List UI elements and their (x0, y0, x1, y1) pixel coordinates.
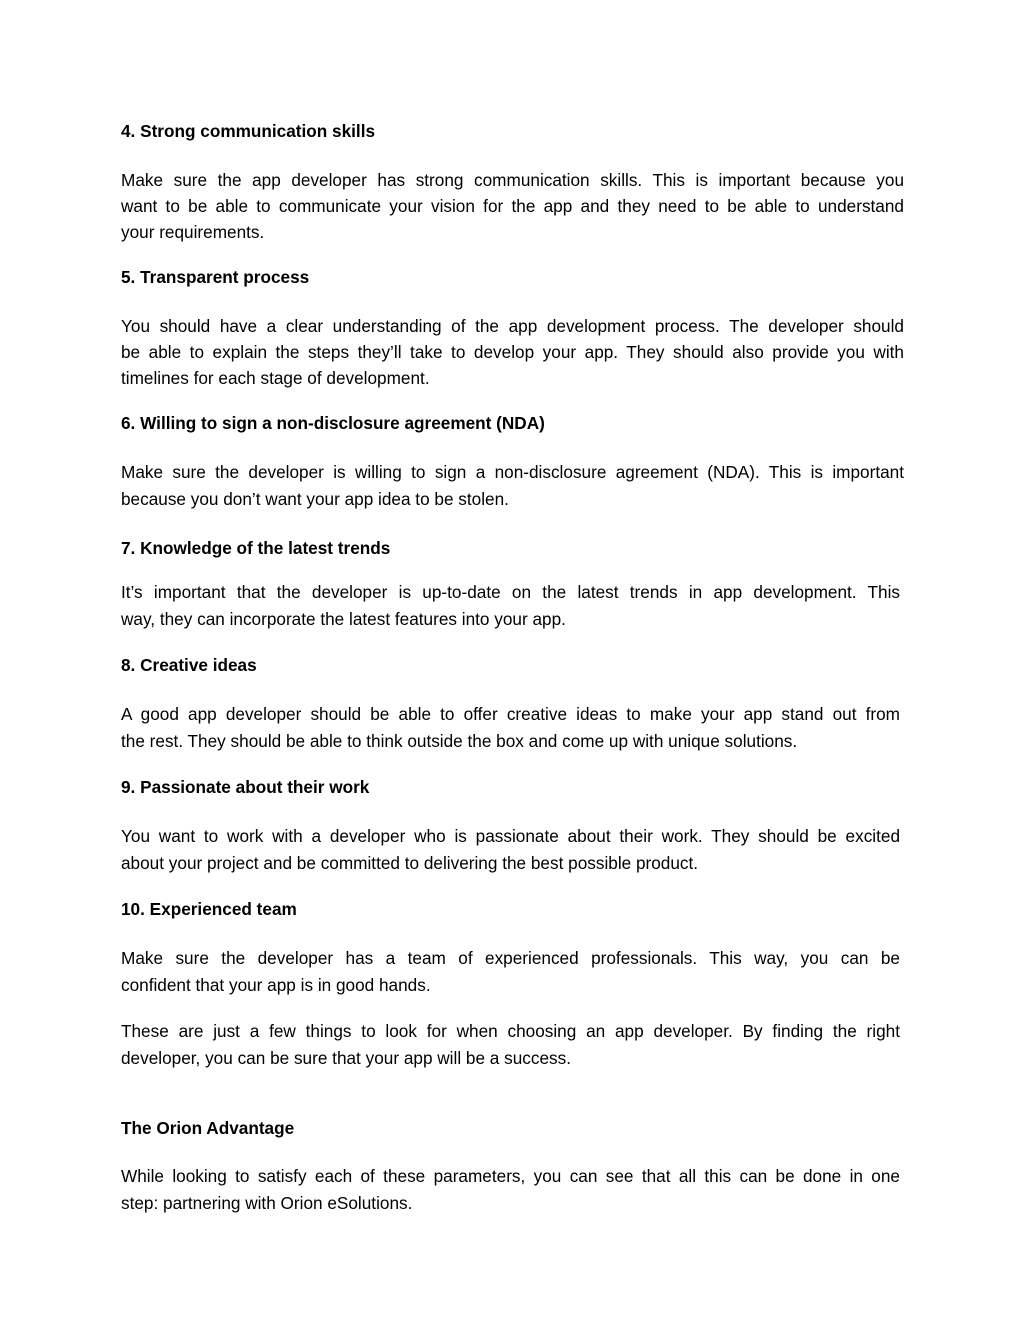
section-paragraph-transparent-process (121, 313, 904, 391)
paragraph-line: the rest. They should be able to think outside the box and come up with unique solutions. (121, 731, 798, 751)
paragraph-line: While looking to satisfy each of these parameters, you can see that all this can be done in one (121, 1166, 900, 1186)
summary-paragraph (121, 1018, 900, 1072)
section-paragraph-creative-ideas (121, 701, 900, 755)
paragraph-line: be able to explain the steps they’ll take to develop your app. They should also provide you with (121, 342, 904, 362)
paragraph-line: about your project and be committed to delivering the best possible product. (121, 853, 699, 873)
paragraph-line: your requirements. (121, 222, 265, 242)
orion-advantage-heading: The Orion Advantage (121, 1118, 295, 1138)
paragraph-line: because you don’t want your app idea to be stolen. (121, 489, 509, 509)
paragraph-line: developer, you can be sure that your app will be a success. (121, 1048, 572, 1068)
section-paragraph-experienced-team (121, 945, 900, 999)
section-heading-experienced-team: 10. Experienced team (121, 899, 297, 919)
paragraph-line: You want to work with a developer who is passionate about their work. They should be excited (121, 826, 900, 846)
section-heading-latest-trends: 7. Knowledge of the latest trends (121, 538, 391, 558)
paragraph-line: want to be able to communicate your vision for the app and they need to be able to understand (121, 196, 904, 216)
paragraph-line: step: partnering with Orion eSolutions. (121, 1193, 413, 1213)
section-heading-passionate: 9. Passionate about their work (121, 777, 370, 797)
section-heading-creative-ideas: 8. Creative ideas (121, 655, 257, 675)
paragraph-line: It’s important that the developer is up-to-date on the latest trends in app development. This (121, 582, 900, 602)
paragraph-line: Make sure the developer is willing to sign a non-disclosure agreement (NDA). This is important (121, 462, 904, 482)
paragraph-line: A good app developer should be able to offer creative ideas to make your app stand out from (121, 704, 900, 724)
section-heading-nda: 6. Willing to sign a non-disclosure agreement (NDA) (121, 413, 545, 433)
paragraph-line: confident that your app is in good hands. (121, 975, 431, 995)
paragraph-line: Make sure the developer has a team of experienced professionals. This way, you can be (121, 948, 900, 968)
section-paragraph-latest-trends (121, 579, 900, 633)
paragraph-line: You should have a clear understanding of the app development process. The developer should (121, 316, 904, 336)
orion-advantage-paragraph (121, 1163, 900, 1217)
paragraph-line: way, they can incorporate the latest features into your app. (121, 609, 566, 629)
section-paragraph-communication (121, 167, 904, 245)
section-paragraph-nda (121, 459, 904, 513)
section-heading-transparent-process: 5. Transparent process (121, 267, 310, 287)
paragraph-line: timelines for each stage of development. (121, 368, 430, 388)
section-heading-communication: 4. Strong communication skills (121, 121, 376, 141)
paragraph-line: Make sure the app developer has strong communication skills. This is important because you (121, 170, 904, 190)
paragraph-line: These are just a few things to look for when choosing an app developer. By finding the right (121, 1021, 900, 1041)
section-paragraph-passionate (121, 823, 900, 877)
